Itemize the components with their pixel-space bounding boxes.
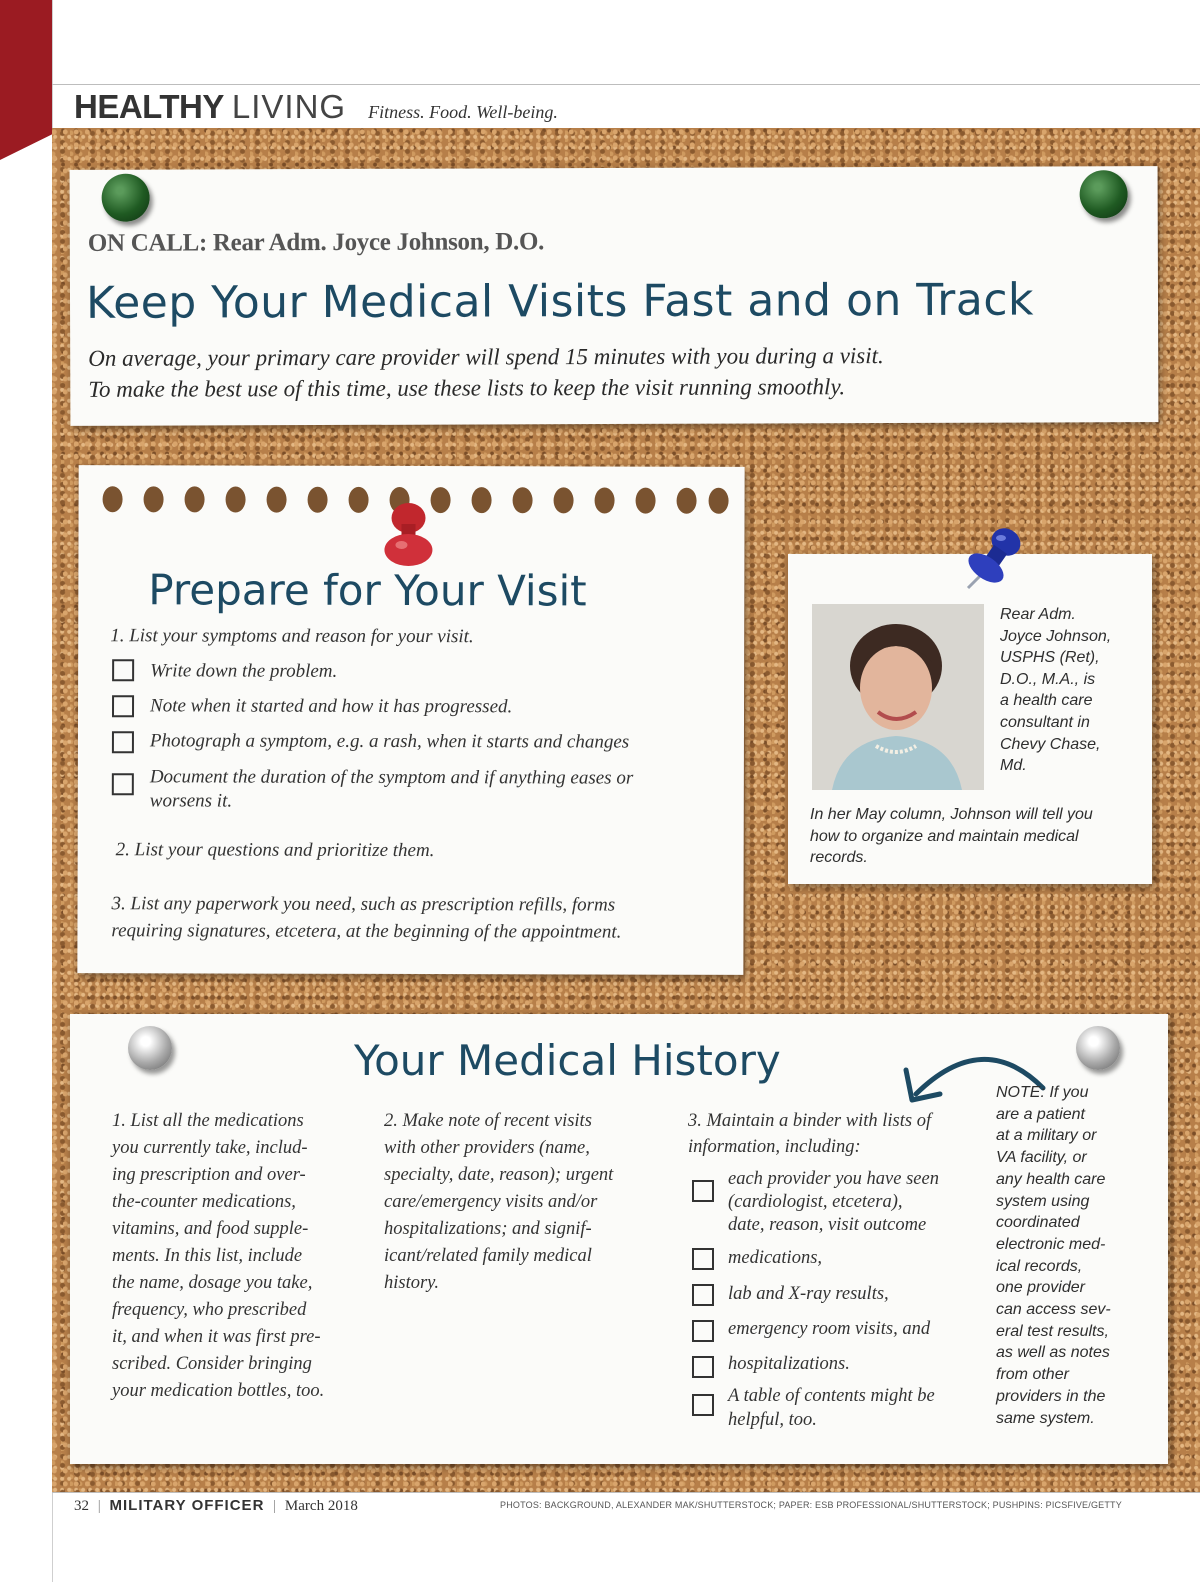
note-line: how to organize and maintain medical (810, 827, 1079, 845)
binder-checkbox[interactable] (692, 1180, 714, 1202)
issue-date: March 2018 (284, 1498, 358, 1514)
binder-checkbox[interactable] (692, 1356, 714, 1378)
text-line: same system. (996, 1409, 1095, 1427)
silver-pushpin-icon (128, 1026, 172, 1070)
author-next-column-note (810, 804, 1146, 869)
note-line: In her May column, Johnson will tell you (810, 806, 1093, 823)
prepare-step-1: 1. List your symptoms and reason for your visit. (110, 625, 474, 648)
text-line: frequency, who prescribed (112, 1300, 307, 1320)
text-line: 3. Maintain a binder with lists of (688, 1111, 932, 1131)
binder-item (728, 1168, 939, 1237)
text-line: scribed. Consider bringing (112, 1354, 312, 1374)
text-line: the-counter medications, (112, 1192, 296, 1212)
text-line: any health care (996, 1170, 1106, 1188)
author-bio-line: Md. (1000, 757, 1027, 775)
binder-item: emergency room visits, and (728, 1319, 931, 1339)
prepare-step-3-line-1: 3. List any paperwork you need, such as prescription refills, forms (111, 893, 616, 916)
text-line: date, reason, visit outcome (728, 1215, 927, 1235)
history-column-medications (112, 1108, 372, 1405)
footer-rule (52, 1492, 1200, 1493)
author-bio-line: USPHS (Ret), (1000, 649, 1100, 667)
author-bio-line: D.O., M.A., is (1000, 670, 1096, 688)
prepare-step-2: 2. List your questions and prioritize them. (115, 839, 435, 862)
checklist-checkbox[interactable] (112, 695, 134, 717)
article-title: Keep Your Medical Visits Fast and on Track (85, 274, 1035, 329)
text-line: providers in the (996, 1387, 1106, 1405)
footer-separator: | (97, 1498, 101, 1514)
section-color-tab (0, 0, 52, 160)
text-line: you currently take, includ- (112, 1138, 308, 1158)
author-bio-line: Joyce Johnson, (1000, 627, 1112, 645)
text-line: it, and when it was first pre- (112, 1327, 321, 1347)
checklist-checkbox[interactable] (112, 659, 134, 681)
text-line: with other providers (name, (384, 1138, 590, 1158)
section-name-bold: HEALTHY (74, 88, 224, 125)
checklist-item: Photograph a symptom, e.g. a rash, when it starts and changes (149, 730, 630, 753)
text-line: electronic med- (996, 1235, 1106, 1253)
text-line: ical records, (996, 1257, 1083, 1275)
text-line: eral test results, (996, 1322, 1109, 1340)
page-number: 32 (74, 1498, 89, 1514)
header-rule (52, 84, 1200, 85)
binder-item: lab and X-ray results, (728, 1284, 889, 1304)
text-line: each provider you have seen (728, 1169, 939, 1189)
binder-item: hospitalizations. (728, 1354, 850, 1374)
text-line: 1. List all the medications (112, 1111, 304, 1131)
text-line: (cardiologist, etcetera), (728, 1192, 903, 1212)
prepare-card (77, 465, 744, 975)
text-line: as well as notes (996, 1344, 1110, 1362)
prepare-step-3-line-2: requiring signatures, etcetera, at the beginning of the appointment. (111, 920, 622, 943)
text-line: history. (384, 1273, 439, 1293)
binder-checkbox[interactable] (692, 1320, 714, 1342)
text-line: are a patient (996, 1105, 1085, 1123)
checklist-checkbox[interactable] (112, 731, 134, 753)
text-line: at a military or (996, 1127, 1097, 1145)
text-line: icant/related family medical (384, 1246, 592, 1266)
text-line: ments. In this list, include (112, 1246, 303, 1266)
text-line: VA facility, or (996, 1149, 1087, 1167)
checklist-item: Document the duration of the symptom and if anything eases or worsens it. (149, 766, 634, 812)
silver-pushpin-icon (1076, 1026, 1120, 1070)
text-line: specialty, date, reason); urgent (384, 1165, 614, 1185)
history-column-recent-visits (384, 1108, 664, 1297)
binder-item: medications, (728, 1248, 823, 1268)
text-line: 2. Make note of recent visits (384, 1111, 592, 1131)
medical-history-card (70, 1014, 1168, 1464)
page-footer (74, 1497, 358, 1515)
history-note (996, 1082, 1164, 1429)
binder-checkbox[interactable] (692, 1394, 714, 1416)
text-line: system using (996, 1192, 1090, 1210)
author-bio-line: a health care (1000, 692, 1093, 710)
text-line: hospitalizations; and signif- (384, 1219, 592, 1239)
section-header (74, 88, 558, 128)
blue-pushpin-icon (956, 518, 1036, 598)
text-line: helpful, too. (728, 1410, 817, 1430)
binder-checkbox[interactable] (692, 1284, 714, 1306)
article-intro-line-2: To make the best use of this time, use these lists to keep the visit running smoothly. (88, 374, 846, 402)
author-bio-line: consultant in (1000, 713, 1090, 731)
author-photo (812, 604, 984, 790)
text-line: vitamins, and food supple- (112, 1219, 309, 1239)
text-line: information, including: (688, 1137, 861, 1157)
binder-item (728, 1384, 935, 1432)
text-line: the name, dosage you take, (112, 1273, 313, 1293)
text-line: your medication bottles, too. (112, 1381, 325, 1401)
article-intro-line-1: On average, your primary care provider will spend 15 minutes with you during a visit. (88, 343, 884, 371)
green-pushpin-icon (1080, 170, 1128, 218)
checklist-item: Note when it started and how it has progressed. (150, 695, 513, 718)
section-tagline: Fitness. Food. Well-being. (368, 102, 558, 122)
history-column-binder-intro (688, 1108, 988, 1160)
text-line: coordinated (996, 1214, 1080, 1232)
prepare-title: Prepare for Your Visit (148, 565, 587, 616)
footer-separator: | (273, 1498, 277, 1514)
text-line: from other (996, 1366, 1069, 1384)
text-line: ing prescription and over- (112, 1165, 306, 1185)
text-line: one provider (996, 1279, 1085, 1297)
note-line: records. (810, 849, 868, 867)
author-card (788, 554, 1152, 884)
photo-credits: PHOTOS: BACKGROUND, ALEXANDER MAK/SHUTTERSTOCK; PAPER: ESB PROFESSIONAL/SHUTTERSTOCK; PUSHPINS: PICSFIVE/GETTY (500, 1500, 1122, 1510)
green-pushpin-icon (102, 174, 150, 222)
column-kicker: ON CALL: Rear Adm. Joyce Johnson, D.O. (87, 228, 545, 257)
header-card (70, 166, 1159, 426)
author-bio-line: Chevy Chase, (1000, 735, 1101, 753)
author-bio (1000, 604, 1148, 777)
author-bio-line: Rear Adm. (1000, 606, 1076, 623)
text-line: care/emergency visits and/or (384, 1192, 598, 1212)
text-line: A table of contents might be (728, 1386, 935, 1406)
section-name-light: LIVING (231, 88, 347, 125)
magazine-name: MILITARY OFFICER (109, 1497, 265, 1514)
checklist-item: Write down the problem. (150, 660, 338, 682)
text-line: NOTE: If you (996, 1084, 1089, 1101)
binder-checkbox[interactable] (692, 1248, 714, 1270)
text-line: can access sev- (996, 1301, 1111, 1319)
red-pushpin-icon (374, 502, 444, 572)
history-title: Your Medical History (354, 1036, 781, 1085)
checklist-checkbox[interactable] (112, 773, 134, 795)
